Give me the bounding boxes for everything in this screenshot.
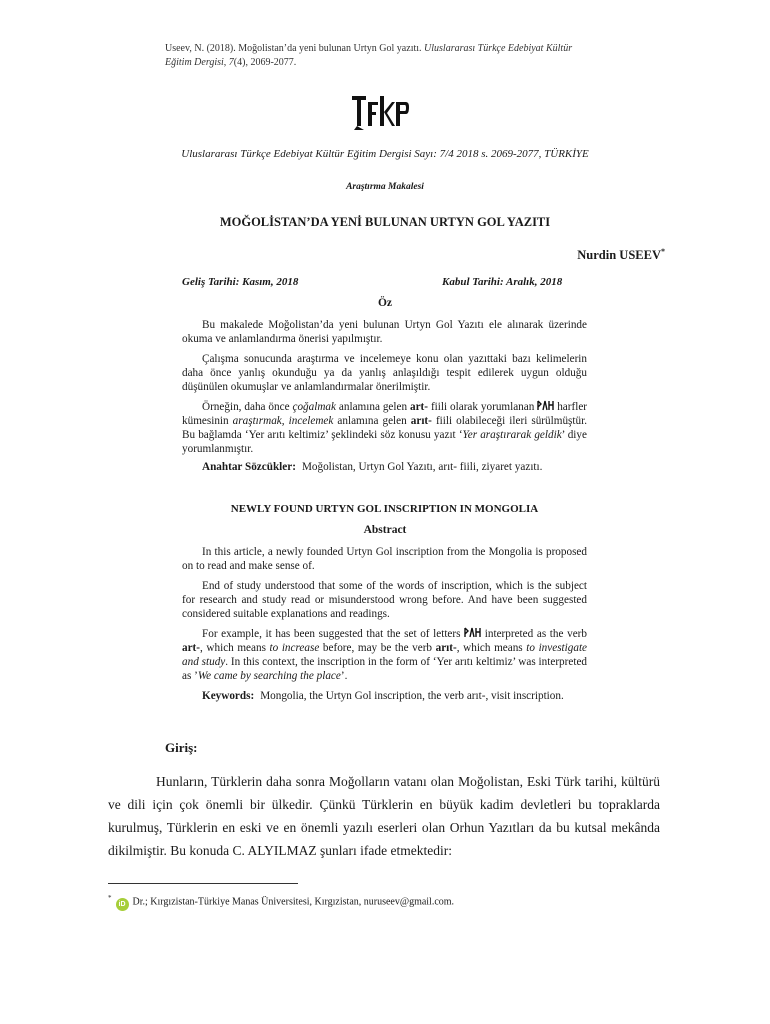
abstract-keywords-label: Keywords: (202, 690, 255, 702)
article-title: MOĞOLİSTAN’DA YENİ BULUNAN URTYN GOL YAZITI (219, 215, 551, 229)
footnote-mark: * (108, 894, 112, 902)
english-title: NEWLY FOUND URTYN GOL INSCRIPTION IN MONGOLIA (230, 503, 539, 515)
journal-line: Uluslararası Türkçe Edebiyat Kültür Eğitim Dergisi Sayı: 7/4 2018 s. 2069-2077, TÜRKİYE (181, 148, 589, 160)
citation-journal: Uluslararası Türkçe Edebiyat Kültür (424, 43, 573, 54)
runic-letters-icon (464, 627, 481, 638)
oz-p3-h: anlamına gelen (333, 415, 411, 427)
abstract-body (182, 545, 587, 703)
abs-p3-k: We came by searching the place (197, 670, 341, 682)
citation (165, 42, 625, 70)
oz-keywords-text: Moğolistan, Urtyn Gol Yazıtı, arıt- fiili, ziyaret yazıtı. (301, 461, 543, 473)
orcid-icon[interactable]: iD (116, 898, 129, 911)
abs-p3-b: interpreted as the verb (481, 628, 587, 640)
abs-p3-j: . In this context, the inscription in the form of ‘Yer arıtı keltimiz’ was interpreted as ’ (182, 656, 587, 682)
citation-sep: , (223, 57, 229, 68)
journal-logo (350, 92, 410, 134)
oz-p3-c: anlamına gelen (335, 401, 410, 413)
abs-p3-c: art- (182, 642, 201, 654)
giris-body: Hunların, Türklerin daha sonra Moğolların vatanı olan Moğolistan, Eski Türk tarihi, kültürü ve dili için çok önemli bir ülkedir. Çünkü Türklerin en büyük kadim devletleri bu topraklarda kurulmuş, Türklerin en eski ve en önemli yazılı eserleri olan Orhun Yazıtları da bu kutsal mekânda dikilmiştir. Bu konuda C. ALYILMAZ şunları ifade etmektedir: (108, 774, 660, 858)
oz-p3-f: harfler kümesinin (182, 401, 588, 427)
received-date: Geliş Tarihi: Kasım, 2018 (182, 276, 299, 288)
abstract-keywords-text: Mongolia, the Urtyn Gol inscription, the verb arıt-, visit inscription. (260, 690, 564, 702)
abs-p3-i: to investigate and study (182, 642, 588, 668)
oz-p3-d: art- (410, 401, 429, 413)
runic-letters-icon (537, 400, 554, 411)
footnote-divider (108, 883, 298, 884)
author-footnote-mark: * (661, 247, 665, 256)
article-type: Araştırma Makalesi (346, 182, 424, 192)
oz-p3-k: Yer araştırarak geldik (462, 429, 562, 441)
oz-p3-i: arıt- (410, 415, 432, 427)
citation-volume: 7 (228, 57, 234, 68)
author (545, 247, 665, 263)
oz-body (182, 318, 587, 474)
oz-p3-l: ’ diye yorumlanmıştır. (182, 429, 587, 455)
oz-p3-b: çoğalmak (292, 401, 336, 413)
abs-p3-g: arıt- (435, 642, 457, 654)
abs-p3-f: before, may be the verb (319, 642, 436, 654)
tekp-logo-icon (350, 92, 410, 134)
abs-p3-d: , which means (200, 642, 270, 654)
oz-paragraph-3 (182, 400, 587, 456)
citation-pages: (4), 2069-2077. (233, 57, 297, 68)
citation-text: Useev, N. (2018). Moğolistan’da yeni bulunan Urtyn Gol yazıtı. (165, 43, 425, 54)
abs-p3-a: For example, it has been suggested that the set of letters (202, 628, 465, 640)
oz-p3-a: Örneğin, daha önce (202, 401, 293, 413)
author-name: Nurdin USEEV (577, 248, 661, 263)
oz-paragraph-1: Bu makalede Moğolistan’da yeni bulunan Urtyn Gol Yazıtı ele alınarak üzerinde okuma ve anlamlandırma önerisi yapılmıştır. (182, 319, 587, 345)
oz-paragraph-2: Çalışma sonucunda araştırma ve incelemeye konu olan yazıttaki bazı kelimelerin daha önce yanlış okunduğu ya da yanlış anlaşıldığı tespit edilerek uygun olduğu düşünülen okumuşlar ve anlamlandırmalar önerilmiştir. (182, 353, 587, 393)
oz-keywords (182, 460, 587, 474)
footnote-text: Dr.; Kırgızistan-Türkiye Manas Üniversitesi, Kırgızistan, nuruseev@gmail.com. (132, 896, 455, 908)
abstract-paragraph-1: In this article, a newly founded Urtyn Gol inscription from the Mongolia is proposed on to read and make sense of. (182, 546, 587, 572)
accepted-date: Kabul Tarihi: Aralık, 2018 (442, 276, 563, 288)
oz-keywords-label: Anahtar Sözcükler: (202, 461, 296, 473)
abs-p3-l: ’. (340, 670, 348, 682)
oz-p3-e: fiili olarak yorumlanan (428, 401, 538, 413)
oz-p3-g: araştırmak, incelemek (232, 415, 334, 427)
oz-heading: Öz (377, 297, 393, 309)
giris-heading: Giriş: (165, 740, 198, 755)
abs-p3-h: , which means (456, 642, 527, 654)
abstract-heading: Abstract (363, 524, 407, 536)
abstract-paragraph-2: End of study understood that some of the words of inscription, which is the subject for research and study read or misunderstood wrong before. And have been suggested considered suitable explanations and readings. (182, 580, 587, 620)
citation-journal-cont: Eğitim Dergisi (165, 57, 224, 68)
abstract-paragraph-3 (182, 627, 587, 683)
abs-p3-e: to increase (269, 642, 320, 654)
oz-p3-j: fiili olabileceği ileri sürülmüştür. Bu bağlamda ‘Yer arıtı keltimiz’ şeklindeki söz konusu yazıt ‘ (182, 415, 587, 441)
footnote (108, 890, 454, 911)
abstract-keywords (182, 689, 587, 703)
